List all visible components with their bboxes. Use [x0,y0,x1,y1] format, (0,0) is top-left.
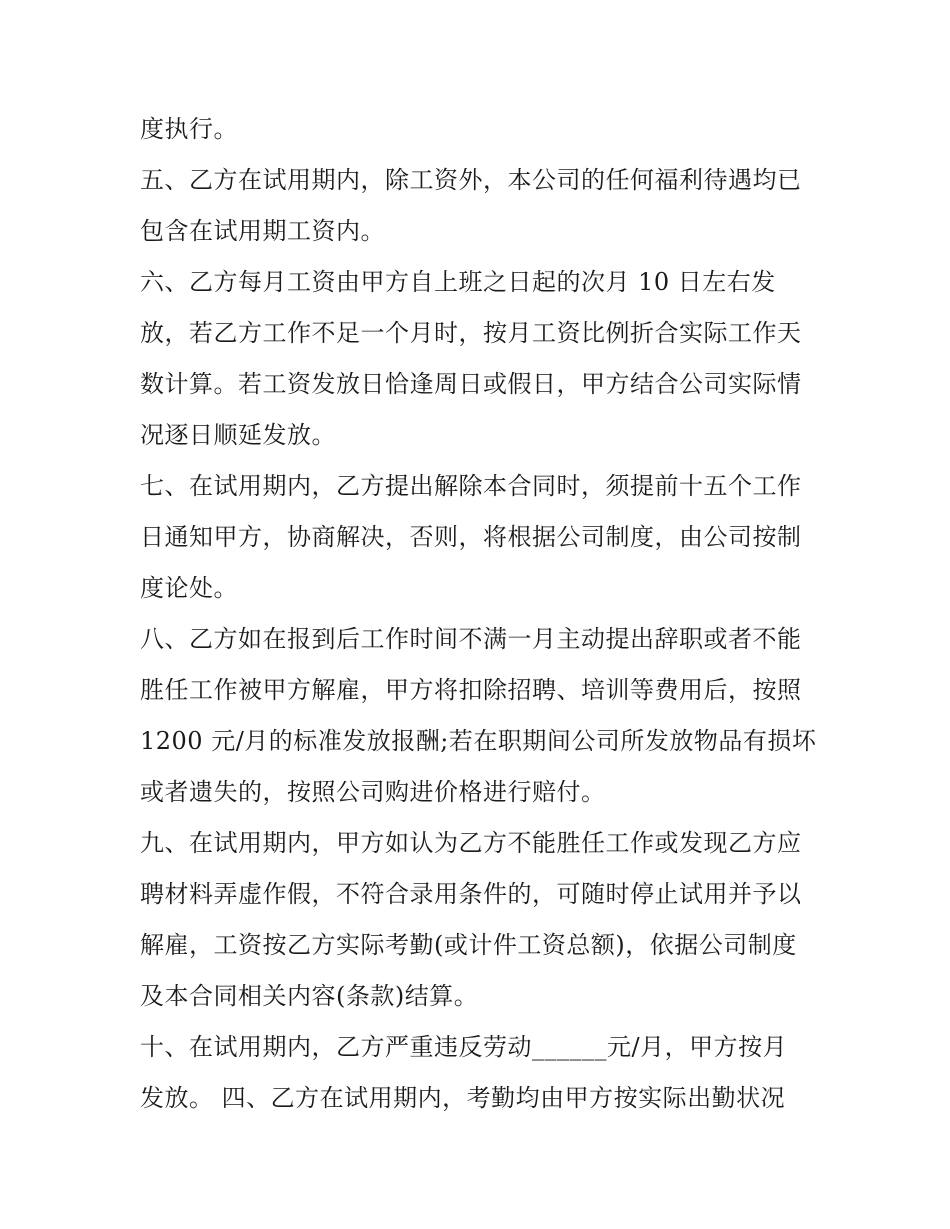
text-line: 况逐日顺延发放。 [140,421,336,449]
text-line: 及本合同相关内容(条款)结算。 [140,982,479,1010]
text-line: 九、在试用期内，甲方如认为乙方不能胜任工作或发现乙方应 [140,829,802,857]
text-line: 放，若乙方工作不足一个月时，按月工资比例折合实际工作天 [140,319,802,347]
text-line: 1200 元/月的标准发放报酬;若在职期间公司所发放物品有损坏 [140,727,817,755]
text-line: 数计算。若工资发放日恰逢周日或假日，甲方结合公司实际情 [140,370,802,398]
text-line: 八、乙方如在报到后工作时间不满一月主动提出辞职或者不能 [140,625,802,653]
text-line: 解雇，工资按乙方实际考勤(或计件工资总额)，依据公司制度 [140,931,797,959]
text-line: 七、在试用期内，乙方提出解除本合同时，须提前十五个工作 [140,472,802,500]
text-line: 六、乙方每月工资由甲方自上班之日起的次月 10 日左右发 [140,268,776,296]
text-line: 发放。 四、乙方在试用期内，考勤均由甲方按实际出勤状况 [140,1084,786,1112]
text-line: 度论处。 [140,574,238,602]
text-line: 五、乙方在试用期内，除工资外，本公司的任何福利待遇均已 [140,166,802,194]
text-line: 聘材料弄虚作假，不符合录用条件的，可随时停止试用并予以 [140,880,802,908]
text-line: 日通知甲方，协商解决，否则，将根据公司制度，由公司按制 [140,523,802,551]
contract-text-body [140,104,820,1124]
text-line: 度执行。 [140,115,238,143]
text-line: 包含在试用期工资内。 [140,217,385,245]
text-line: 十、在试用期内，乙方严重违反劳动______元/月，甲方按月 [140,1033,788,1061]
text-line: 胜任工作被甲方解雇，甲方将扣除招聘、培训等费用后，按照 [140,676,802,704]
text-line: 或者遗失的，按照公司购进价格进行赔付。 [140,778,606,806]
